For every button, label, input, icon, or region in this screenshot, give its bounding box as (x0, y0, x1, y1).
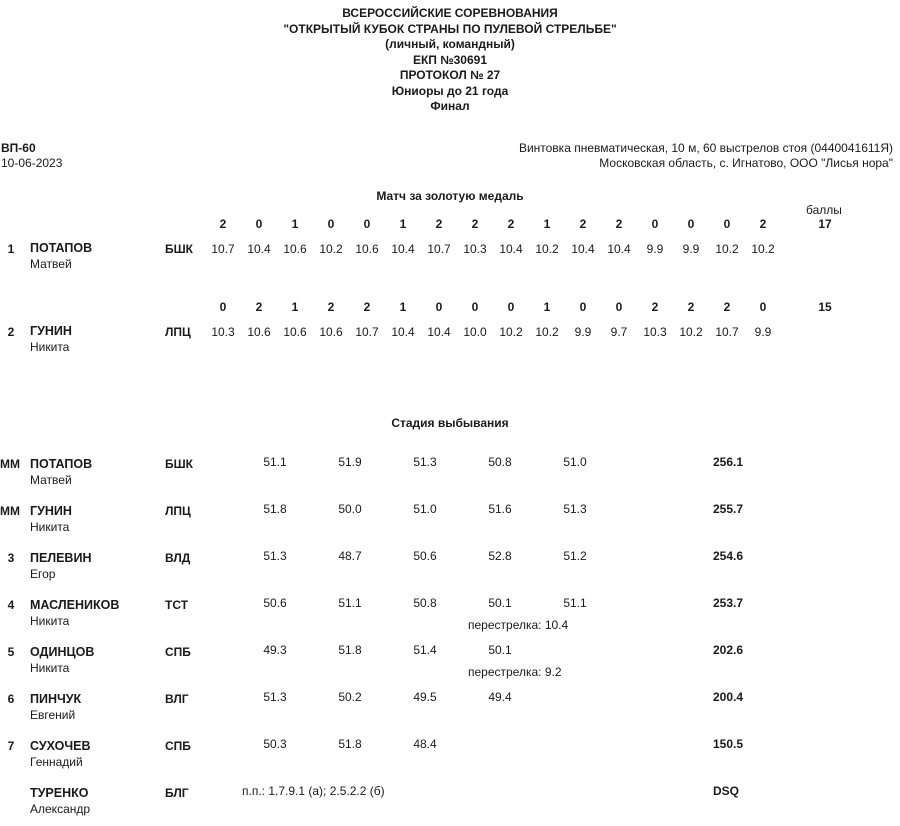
shot-point: 0 (363, 217, 371, 231)
club-code: БШК (165, 457, 194, 471)
shot-score: 9.9 (754, 325, 772, 339)
athlete-first-name: Евгений (30, 708, 76, 722)
club-code: ТСТ (165, 598, 189, 612)
header-line: "ОТКРЫТЫЙ КУБОК СТРАНЫ ПО ПУЛЕВОЙ СТРЕЛЬБЕ" (283, 21, 617, 36)
series-score: 51.3 (263, 690, 287, 704)
series-score: 50.1 (488, 596, 512, 610)
shot-point: 2 (579, 217, 587, 231)
athlete-surname: ПОТАПОВ (30, 457, 93, 471)
series-score: 50.2 (338, 690, 362, 704)
total-score: 202.6 (713, 643, 744, 657)
series-score: 50.6 (263, 596, 287, 610)
series-score: 51.2 (563, 549, 587, 563)
series-score: 51.3 (563, 502, 587, 516)
shot-score: 9.9 (574, 325, 592, 339)
total-score: 253.7 (713, 596, 744, 610)
athlete-surname: СУХОЧЕВ (30, 739, 91, 753)
series-score: 51.1 (338, 596, 362, 610)
shot-score: 10.4 (391, 325, 415, 339)
rank: 1 (7, 242, 15, 256)
series-score: 49.4 (488, 690, 512, 704)
event-location: Московская область, с. Игнатово, ООО "Лисья нора" (599, 156, 893, 170)
disqualification-note: п.п.: 1.7.9.1 (а); 2.5.2.2 (б) (242, 784, 385, 798)
series-score: 50.1 (488, 643, 512, 657)
total-score: 256.1 (713, 455, 744, 469)
athlete-surname: МАСЛЕНИКОВ (30, 598, 120, 612)
club-code: ЛПЦ (165, 504, 191, 518)
total-score: 150.5 (713, 737, 744, 751)
rank: 4 (7, 598, 15, 612)
shot-point: 2 (723, 300, 731, 314)
series-score: 51.0 (563, 455, 587, 469)
elimination-title: Стадия выбывания (391, 416, 509, 430)
series-score: 48.4 (413, 737, 437, 751)
shot-point: 2 (363, 300, 371, 314)
series-score: 50.8 (413, 596, 437, 610)
athlete-surname: ГУНИН (30, 324, 72, 338)
total-score: 255.7 (713, 502, 744, 516)
club-code: ВЛГ (165, 692, 189, 706)
shot-point: 1 (291, 300, 299, 314)
shot-score: 10.7 (427, 242, 451, 256)
shot-point: 0 (435, 300, 443, 314)
shot-point: 2 (687, 300, 695, 314)
shot-point: 2 (435, 217, 443, 231)
shot-point: 0 (327, 217, 335, 231)
total-points: 15 (818, 300, 832, 314)
rank: 2 (7, 325, 15, 339)
header-line: (личный, командный) (385, 37, 515, 51)
shot-score: 10.6 (355, 242, 379, 256)
rank: 7 (7, 739, 15, 753)
club-code: БШК (165, 242, 194, 256)
athlete-surname: ПЕЛЕВИН (30, 551, 92, 565)
rank: 6 (7, 692, 15, 706)
shot-score: 10.4 (391, 242, 415, 256)
points-label: баллы (806, 203, 842, 217)
club-code: ЛПЦ (165, 325, 191, 339)
series-score: 48.7 (338, 549, 362, 563)
series-score: 50.6 (413, 549, 437, 563)
series-score: 51.0 (413, 502, 437, 516)
shot-score: 10.2 (499, 325, 523, 339)
series-score: 50.8 (488, 455, 512, 469)
total-score: 200.4 (713, 690, 744, 704)
shot-score: 10.2 (679, 325, 703, 339)
series-score: 49.5 (413, 690, 437, 704)
series-score: 51.3 (413, 455, 437, 469)
total-score: 254.6 (713, 549, 744, 563)
athlete-first-name: Никита (30, 614, 70, 628)
event-date: 10-06-2023 (1, 156, 63, 170)
shot-score: 9.7 (610, 325, 628, 339)
rank: ММ (0, 457, 20, 471)
shot-point: 1 (543, 300, 551, 314)
shot-score: 10.7 (355, 325, 379, 339)
athlete-first-name: Геннадий (30, 755, 83, 769)
series-score: 49.3 (263, 643, 287, 657)
shot-point: 2 (759, 217, 767, 231)
shot-point: 1 (291, 217, 299, 231)
series-score: 50.3 (263, 737, 287, 751)
shot-score: 10.6 (283, 242, 307, 256)
shot-point: 2 (651, 300, 659, 314)
rank: 5 (7, 645, 15, 659)
athlete-surname: ОДИНЦОВ (30, 645, 95, 659)
rank: ММ (0, 504, 20, 518)
shot-point: 0 (615, 300, 623, 314)
athlete-surname: ПИНЧУК (30, 692, 82, 706)
header-line: ВСЕРОССИЙСКИЕ СОРЕВНОВАНИЯ (342, 6, 558, 20)
shot-point: 2 (327, 300, 335, 314)
athlete-first-name: Матвей (30, 257, 72, 271)
shot-point: 0 (651, 217, 659, 231)
series-score: 51.8 (263, 502, 287, 516)
shot-score: 10.4 (571, 242, 595, 256)
series-score: 51.8 (338, 737, 362, 751)
club-code: СПБ (165, 645, 191, 659)
shot-point: 2 (255, 300, 263, 314)
athlete-first-name: Егор (30, 567, 56, 581)
shot-score: 10.2 (535, 242, 559, 256)
shot-score: 10.2 (751, 242, 775, 256)
series-score: 50.0 (338, 502, 362, 516)
shot-point: 0 (723, 217, 731, 231)
shot-score: 10.4 (607, 242, 631, 256)
shot-point: 0 (507, 300, 515, 314)
header-line: ПРОТОКОЛ № 27 (399, 68, 501, 82)
protocol-header (0, 6, 900, 115)
shot-point: 0 (219, 300, 227, 314)
shot-score: 10.2 (535, 325, 559, 339)
shot-point: 0 (579, 300, 587, 314)
header-line: Юниоры до 21 года (391, 83, 509, 98)
series-score: 51.8 (338, 643, 362, 657)
shot-score: 10.3 (211, 325, 235, 339)
athlete-first-name: Никита (30, 520, 70, 534)
athlete-surname: ТУРЕНКО (30, 786, 89, 800)
total-points: 17 (818, 217, 832, 231)
event-code: ВП-60 (1, 141, 36, 155)
shot-point: 0 (255, 217, 263, 231)
shot-point: 1 (543, 217, 551, 231)
total-score: DSQ (713, 784, 740, 798)
header-line: Финал (430, 99, 470, 113)
athlete-surname: ГУНИН (30, 504, 72, 518)
athlete-first-name: Александр (30, 802, 91, 816)
shot-score: 10.4 (247, 242, 271, 256)
athlete-first-name: Матвей (30, 473, 72, 487)
shot-point: 2 (615, 217, 623, 231)
shot-score: 9.9 (682, 242, 700, 256)
shot-score: 10.6 (283, 325, 307, 339)
rank: 3 (7, 551, 15, 565)
shot-point: 0 (687, 217, 695, 231)
shot-score: 10.3 (463, 242, 487, 256)
shot-point: 1 (399, 217, 407, 231)
shot-point: 0 (759, 300, 767, 314)
shot-point: 2 (219, 217, 227, 231)
event-name: Винтовка пневматическая, 10 м, 60 выстрелов стоя (0440041611Я) (518, 141, 893, 155)
shot-score: 10.7 (715, 325, 739, 339)
shot-score: 10.2 (715, 242, 739, 256)
series-score: 51.3 (263, 549, 287, 563)
club-code: ВЛД (165, 551, 191, 565)
shot-score: 10.2 (319, 242, 343, 256)
shot-point: 2 (507, 217, 515, 231)
club-code: БЛГ (165, 786, 189, 800)
series-score: 51.4 (413, 643, 437, 657)
shootoff-note: перестрелка: 10.4 (468, 618, 569, 632)
shot-point: 0 (471, 300, 479, 314)
shot-score: 10.6 (319, 325, 343, 339)
shot-score: 10.7 (211, 242, 235, 256)
athlete-surname: ПОТАПОВ (30, 241, 93, 255)
shot-point: 2 (471, 217, 479, 231)
shot-score: 10.6 (247, 325, 271, 339)
series-score: 51.1 (563, 596, 587, 610)
series-score: 52.8 (488, 549, 512, 563)
shot-score: 10.3 (643, 325, 667, 339)
header-line: ЕКП №30691 (412, 52, 488, 67)
shootoff-note: перестрелка: 9.2 (468, 665, 562, 679)
club-code: СПБ (165, 739, 191, 753)
series-score: 51.1 (263, 455, 287, 469)
shot-score: 9.9 (646, 242, 664, 256)
shot-score: 10.4 (499, 242, 523, 256)
shot-score: 10.4 (427, 325, 451, 339)
shot-score: 10.0 (463, 325, 487, 339)
series-score: 51.9 (338, 455, 362, 469)
series-score: 51.6 (488, 502, 512, 516)
athlete-first-name: Никита (30, 340, 70, 354)
athlete-first-name: Никита (30, 661, 70, 675)
gold-match-title: Матч за золотую медаль (376, 189, 524, 203)
shot-point: 1 (399, 300, 407, 314)
